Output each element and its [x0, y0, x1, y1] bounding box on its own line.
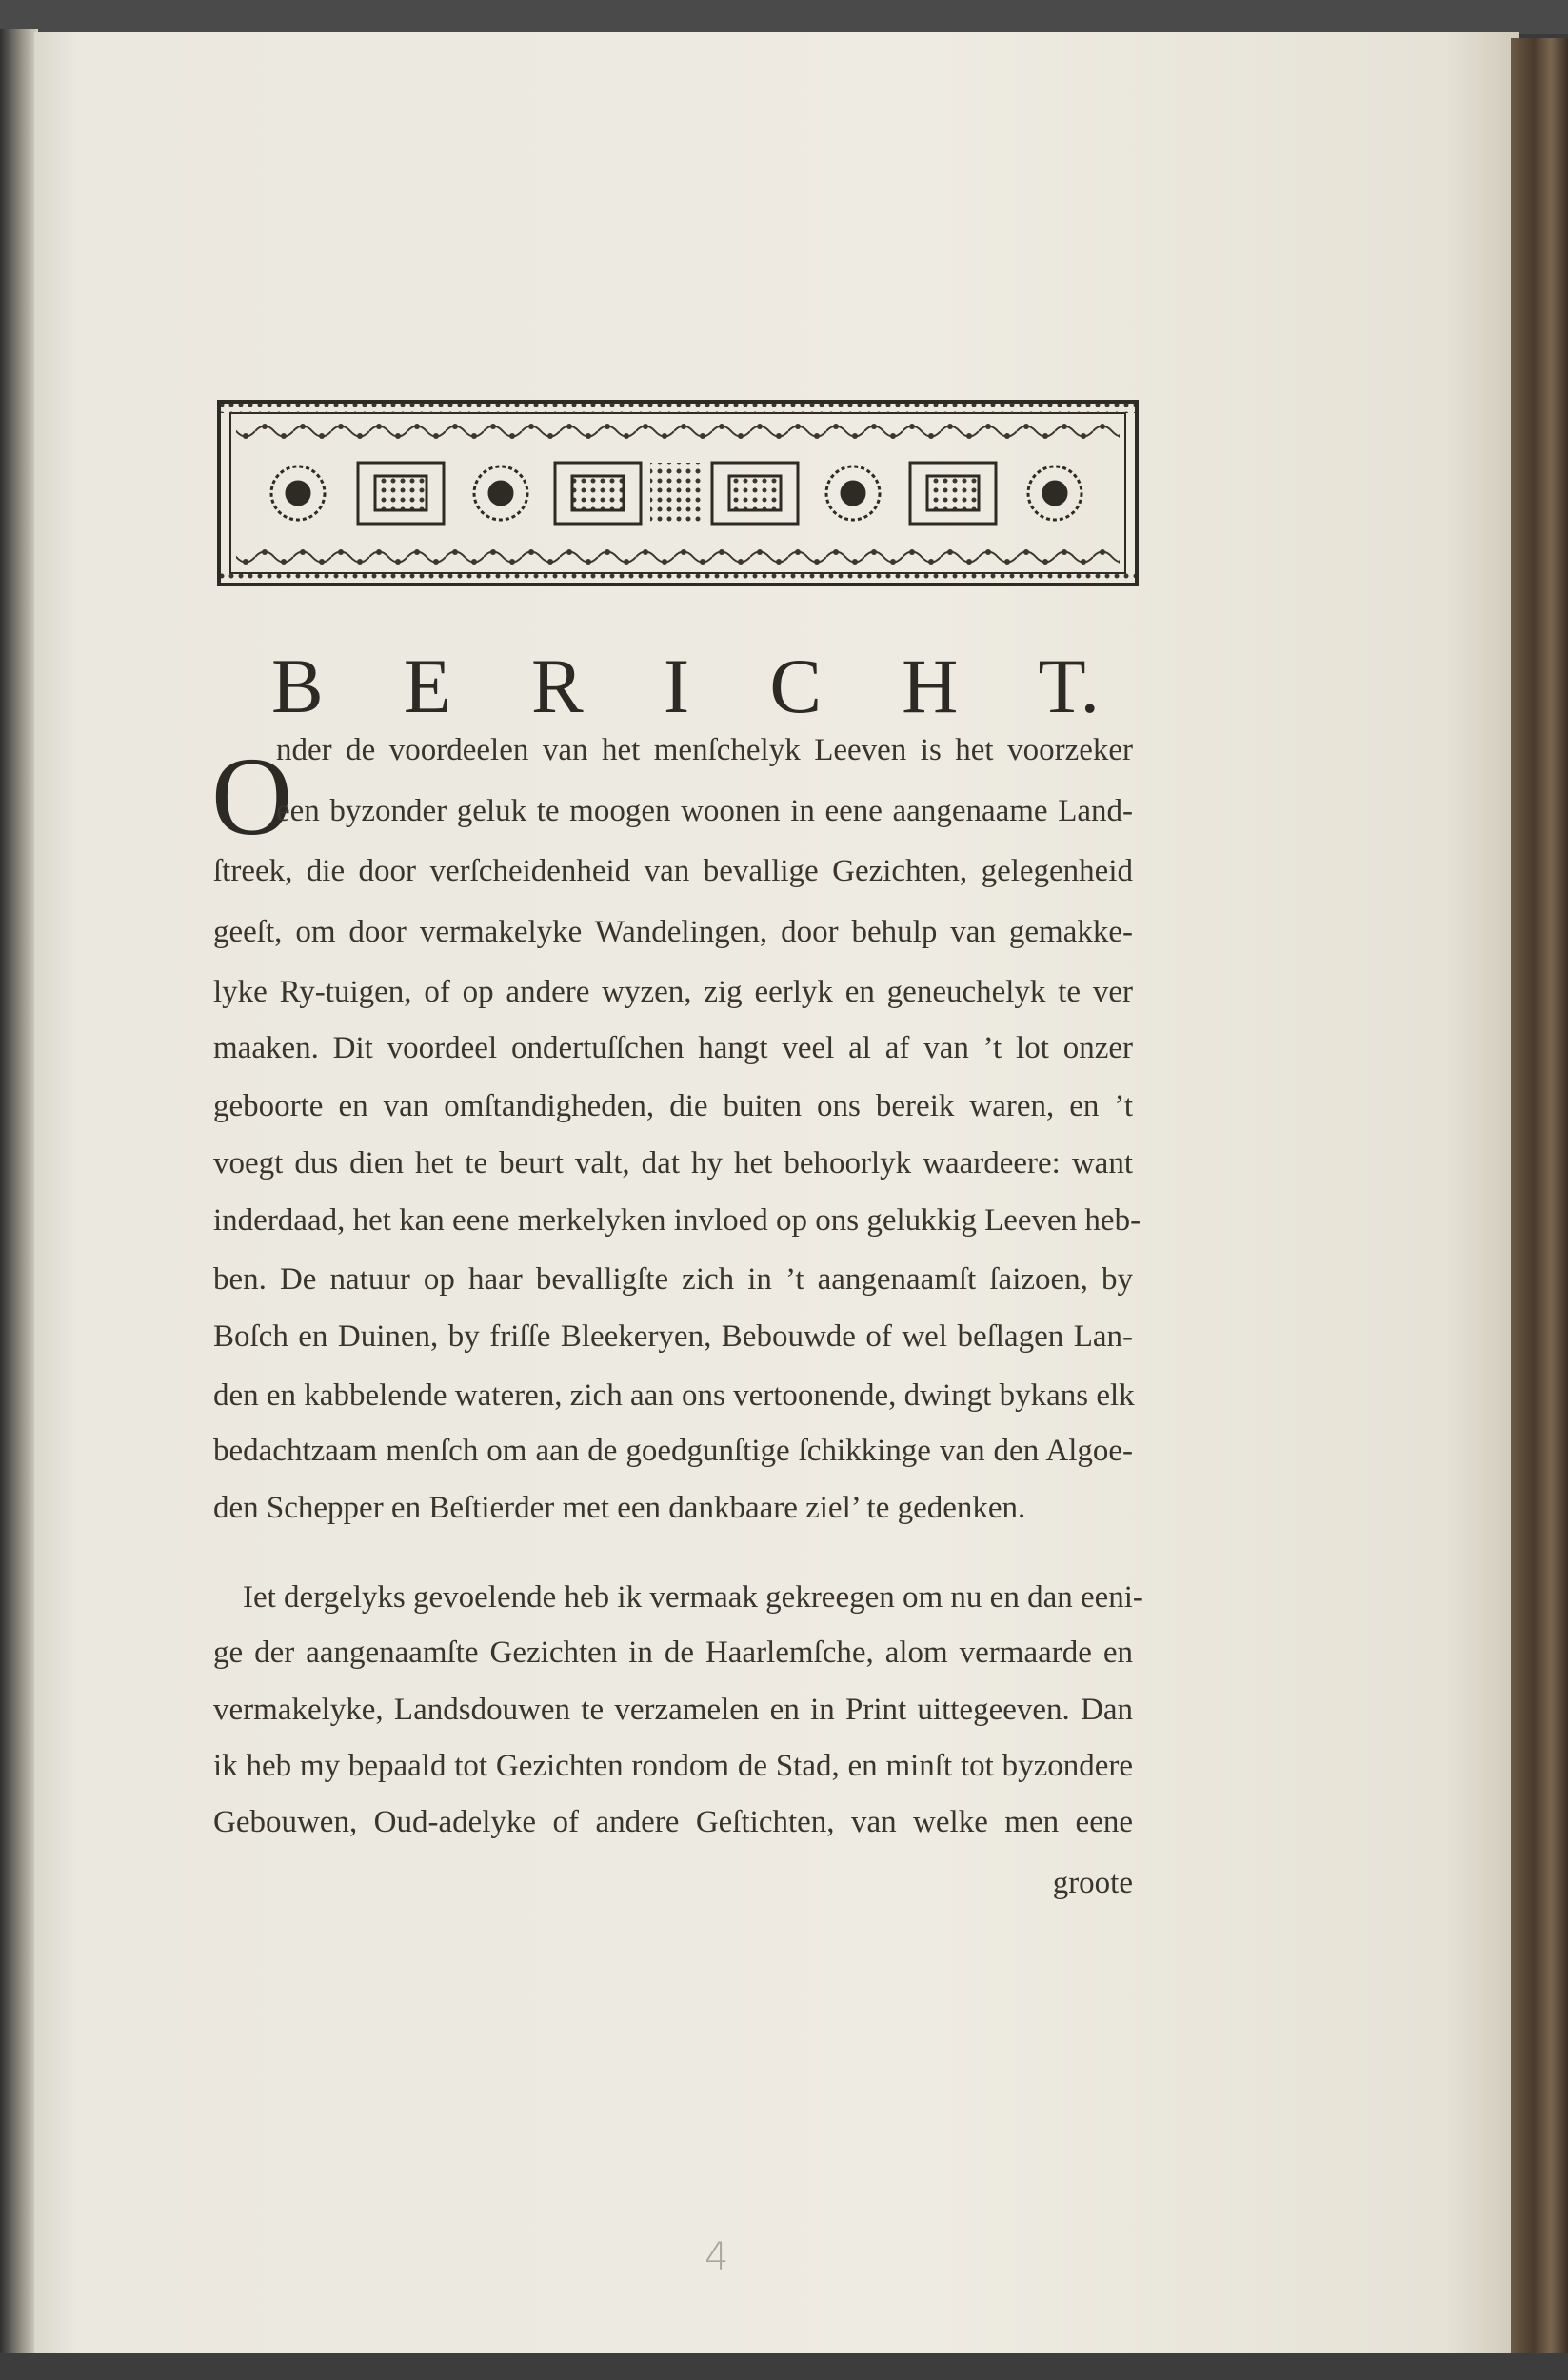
text-line: inderdaad, het kan eene merkelyken invloed op ons gelukkig Leeven heb-: [213, 1203, 1141, 1238]
text-line: geboorte en van omſtandigheden, die buiten ons bereik waren, en ’t: [213, 1089, 1133, 1123]
title-letter: H: [902, 643, 959, 729]
text-line: vermakelyke, Landsdouwen te verzamelen en in Print uittegeeven. Dan: [213, 1693, 1133, 1727]
text-line: Gebouwen, Oud-adelyke of andere Geſtichten, van welke men eene: [213, 1805, 1133, 1839]
page-title: [271, 643, 1100, 729]
scan-bottom-edge: [0, 2353, 1568, 2380]
ornament-panels: [358, 463, 996, 524]
text-line: Boſch en Duinen, by friſſe Bleekeryen, Bebouwde of wel beſlagen Lan-: [213, 1319, 1133, 1354]
title-letter: E: [403, 643, 451, 729]
title-letter: B: [271, 643, 324, 729]
book-binding-edge: [1511, 38, 1568, 2361]
scan-top-edge: [0, 0, 1568, 34]
text-line: bedachtzaam menſch om aan de goedgunſtige ſchikkinge van den Algoe-: [213, 1434, 1133, 1468]
decorative-headpiece: [217, 400, 1139, 586]
book-page: [34, 32, 1519, 2355]
text-line: ge der aangenaamſte Gezichten in de Haarlemſche, alom vermaarde en: [213, 1636, 1133, 1670]
page-number: 4: [705, 2235, 729, 2279]
text-line: ſtreek, die door verſcheidenheid van bevallige Gezichten, gelegenheid: [213, 854, 1133, 888]
text-line: lyke Ry-tuigen, of op andere wyzen, zig eerlyk en geneuchelyk te ver: [213, 975, 1133, 1009]
text-line: Iet dergelyks gevoelende heb ik vermaak gekreegen om nu en dan eeni-: [243, 1580, 1143, 1615]
text-line: voegt dus dien het te beurt valt, dat hy het behoorlyk waardeere: want: [213, 1146, 1133, 1180]
catchword: groote: [1052, 1866, 1133, 1900]
text-line: ben. De natuur op haar bevalligſte zich in ’t aangenaamſt ſaizoen, by: [213, 1262, 1133, 1297]
title-letter: C: [769, 643, 823, 729]
title-letter: I: [663, 643, 690, 729]
book-gutter: [0, 29, 38, 2380]
text-line: nder de voordeelen van het menſchelyk Leeven is het voorzeker: [276, 733, 1133, 767]
text-line: den en kabbelende wateren, zich aan ons vertoonende, dwingt bykans elk: [213, 1378, 1135, 1413]
title-letter: T.: [1038, 643, 1100, 729]
text-line: een byzonder geluk te moogen woonen in eene aangenaame Land-: [276, 794, 1133, 828]
text-line: den Schepper en Beſtierder met een dankbaare ziel’ te gedenken.: [213, 1491, 1026, 1525]
text-line: maaken. Dit voordeel ondertuſſchen hangt veel al af van ’t lot onzer: [213, 1031, 1133, 1065]
title-letter: R: [531, 643, 584, 729]
text-line: ik heb my bepaald tot Gezichten rondom de Stad, en minſt tot byzondere: [213, 1749, 1133, 1783]
drop-cap: O: [211, 734, 293, 859]
text-line: geeſt, om door vermakelyke Wandelingen, door behulp van gemakke-: [213, 915, 1133, 949]
